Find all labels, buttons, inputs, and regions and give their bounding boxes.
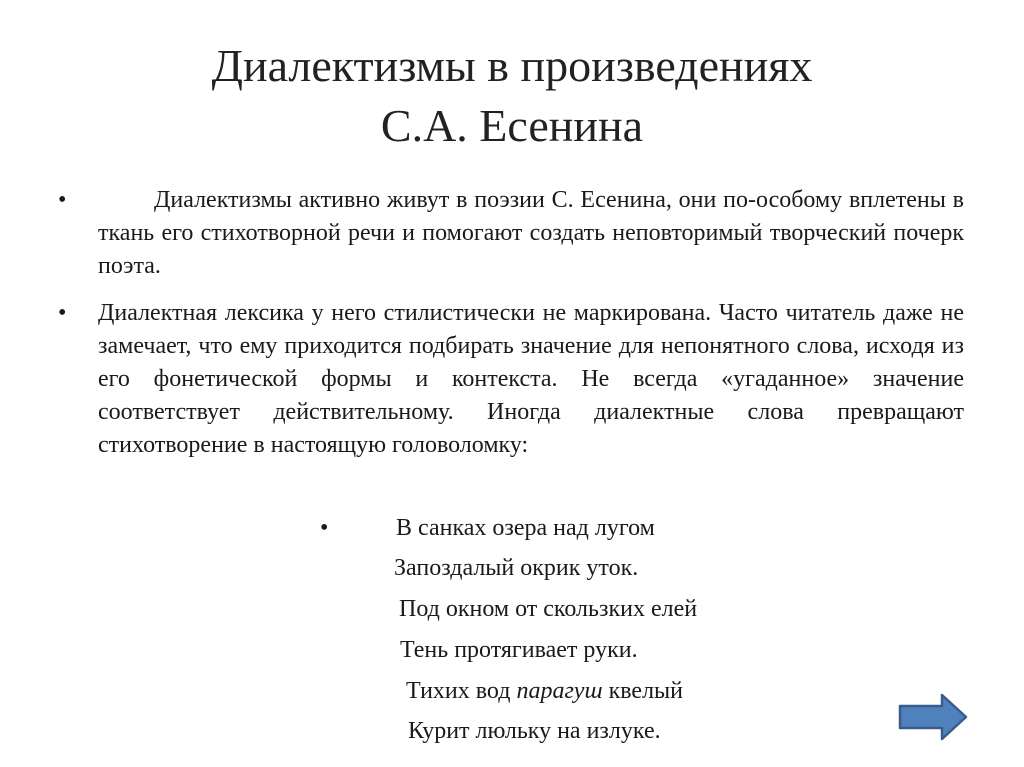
bullet-list [58, 184, 964, 462]
poem-line-4: Тень протягивает руки. [400, 637, 638, 663]
poem-line-2: Запоздалый окрик уток. [394, 555, 639, 581]
poem-line-5 [406, 671, 683, 711]
dialect-word: парагуш [516, 678, 603, 704]
bullet-text-2: Диалектная лексика у него стилистически не маркирована. Часто читатель даже не замечает, что ему приходится подбирать значение для непонятного слова, исходя из его фонетической формы и контекста. Не всегда «угаданное» значение соответствует действительному. Иногда диалектные слова превращают стихотворение в настоящую головоломку: [98, 300, 964, 458]
poem-line-6: Курит люльку на излуке. [408, 718, 661, 744]
bullet-marker: • [320, 515, 329, 541]
bullet-text-1: Диалектизмы активно живут в поэзии С. Есенина, они по-особому вплетены в ткань его стихотворной речи и помогают создать неповторимый творческий почерк поэта. [98, 187, 964, 279]
bullet-item [58, 184, 964, 283]
poem-line-5-start: Тихих вод [406, 678, 517, 704]
next-slide-button[interactable] [898, 693, 968, 741]
slide-title [0, 36, 1024, 156]
poem-line-1: В санках озера над лугом [396, 515, 655, 541]
bullet-marker: • [58, 300, 67, 326]
bullet-item [58, 297, 964, 462]
poem-line-5-end: квелый [602, 678, 684, 704]
poem-line-3: Под окном от скользких елей [399, 596, 698, 622]
right-arrow-icon [898, 693, 968, 741]
title-line-2: С.А. Есенина [380, 100, 644, 151]
title-line-1: Диалектизмы в произведениях [211, 40, 813, 91]
bullet-marker: • [58, 187, 67, 213]
